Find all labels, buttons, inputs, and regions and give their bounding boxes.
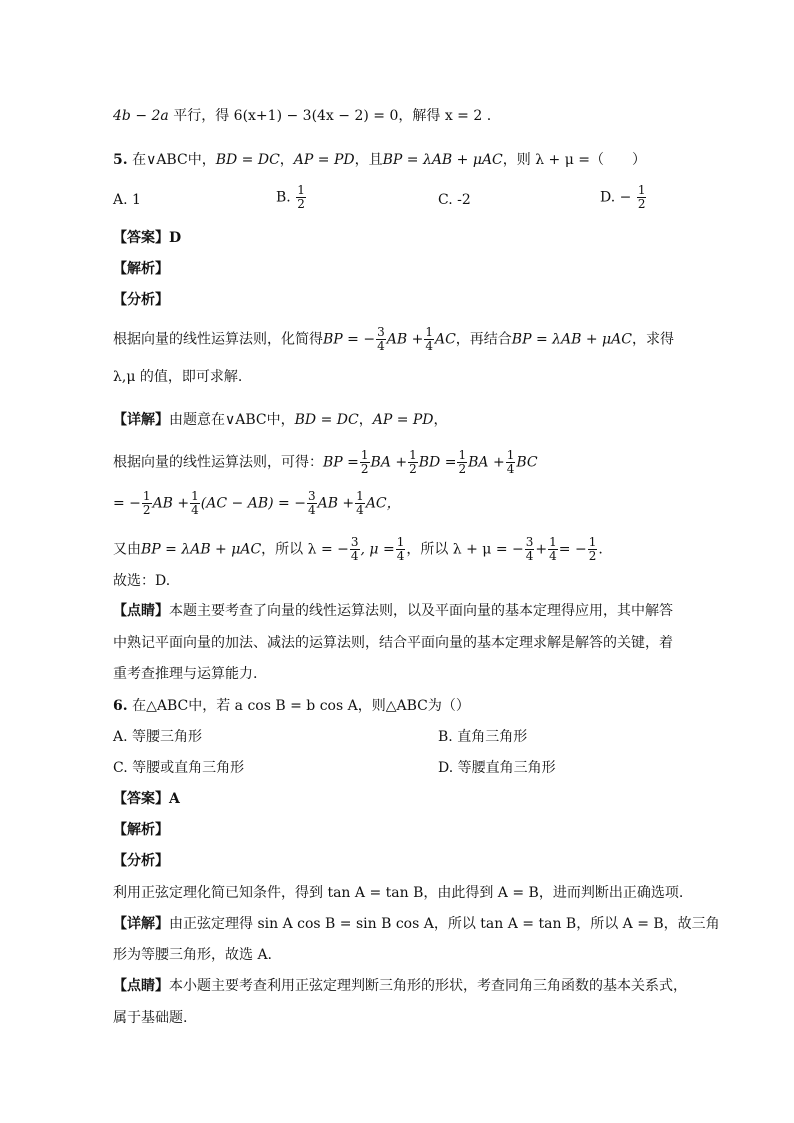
answer-line: 【答案】D (113, 230, 182, 246)
answer-value: D (169, 230, 182, 246)
detail-line-2: 形为等腰三角形，故选 A. (113, 947, 273, 963)
stem-part: ， (279, 152, 294, 168)
analysis-label: 【解析】 (113, 261, 169, 277)
detail-line-1: 【详解】由正弦定理得 sin A cos B = sin B cos A，所以 tan A = tan B，所以 A = B，故三角 (113, 916, 720, 932)
comment-line-1: 【点睛】本题主要考查了向量的线性运算法则，以及平面向量的基本定理得应用，其中解答 (113, 603, 673, 619)
option-d: D. − $\frac{1}{2}$ (600, 183, 646, 211)
fraction: $\frac{1}{2}$ (297, 183, 305, 211)
fenxi-label: 【分析】 (113, 292, 169, 308)
detail-line-4: 又由BP = λAB + μAC，所以 λ = − $\frac{3}{4}$ , μ = $\frac{1}{4}$ ，所以 λ + μ = − $\frac{3}{4}$ + $\frac{1}{4}$ = − $\frac{1}{2}$ . (113, 535, 603, 563)
vector-bd-dc: BD = DC (215, 152, 280, 168)
question-5-stem (113, 150, 646, 170)
fenxi-line-1: 根据向量的线性运算法则，化简得BP = − $\frac{3}{4}$ AB + $\frac{1}{4}$ AC，再结合BP = λAB + μAC，求得 (113, 325, 674, 353)
detail-line-3: = − $\frac{1}{2}$ AB + $\frac{1}{4}$ (AC − AB) = − $\frac{3}{4}$ AB + $\frac{1}{4}$ AC， (113, 489, 401, 517)
vector-ap-pd: AP = PD (293, 152, 355, 168)
vector-expression: 4b − 2a (113, 108, 169, 124)
option-c: C. -2 (438, 192, 471, 208)
comment-line-2: 中熟记平面向量的加法、减法的运算法则，结合平面向量的基本定理求解是解答的关键，着 (113, 635, 673, 651)
continuation-text: 平行，得 6(x+1) − 3(4x − 2) = 0，解得 x = 2 . (168, 108, 492, 124)
vector-bp-expression: BP = λAB + μAC (382, 152, 503, 168)
continuation-line (113, 106, 491, 126)
stem-part: 在∨ABC中， (132, 152, 216, 168)
comment-line-2: 属于基础题. (113, 1010, 188, 1026)
comment-line-1: 【点睛】本小题主要考查利用正弦定理判断三角形的形状，考查同角三角函数的基本关系式， (113, 978, 687, 994)
question-6-stem: 6. 在△ABC中，若 a cos B = b cos A，则△ABC为（） (113, 698, 470, 714)
answer-value: A (169, 791, 180, 807)
analysis-label: 【解析】 (113, 822, 169, 838)
stem-part: ，且 (354, 152, 383, 168)
fenxi-label: 【分析】 (113, 853, 169, 869)
detail-line-2: 根据向量的线性运算法则，可得：BP = $\frac{1}{2}$ BA + $\frac{1}{2}$ BD = $\frac{1}{2}$ BA + $\frac{1}{4}$ BC (113, 448, 538, 476)
option-c: C. 等腰或直角三角形 (113, 760, 245, 776)
option-b: B. $\frac{1}{2}$ (276, 183, 305, 211)
choose-line: 故选：D. (113, 573, 171, 589)
detail-line-1: 【详解】由题意在∨ABC中，BD = DC，AP = PD， (113, 412, 448, 428)
fenxi-line-2: λ,μ 的值，即可求解. (113, 369, 243, 385)
option-d: D. 等腰直角三角形 (438, 760, 556, 776)
option-b: B. 直角三角形 (438, 729, 528, 745)
answer-line: 【答案】A (113, 791, 180, 807)
option-a: A. 等腰三角形 (113, 729, 203, 745)
fraction: $\frac{1}{2}$ (637, 183, 646, 211)
stem-part: ，则 λ + μ =（ ） (502, 152, 647, 168)
question-number: 5. (113, 152, 128, 168)
fenxi-line: 利用正弦定理化简已知条件，得到 tan A = tan B，由此得到 A = B，进而判断出正确选项. (113, 885, 684, 901)
comment-line-3: 重考查推理与运算能力. (113, 666, 258, 682)
question-number: 6. (113, 698, 128, 714)
option-a: A. 1 (113, 192, 141, 208)
